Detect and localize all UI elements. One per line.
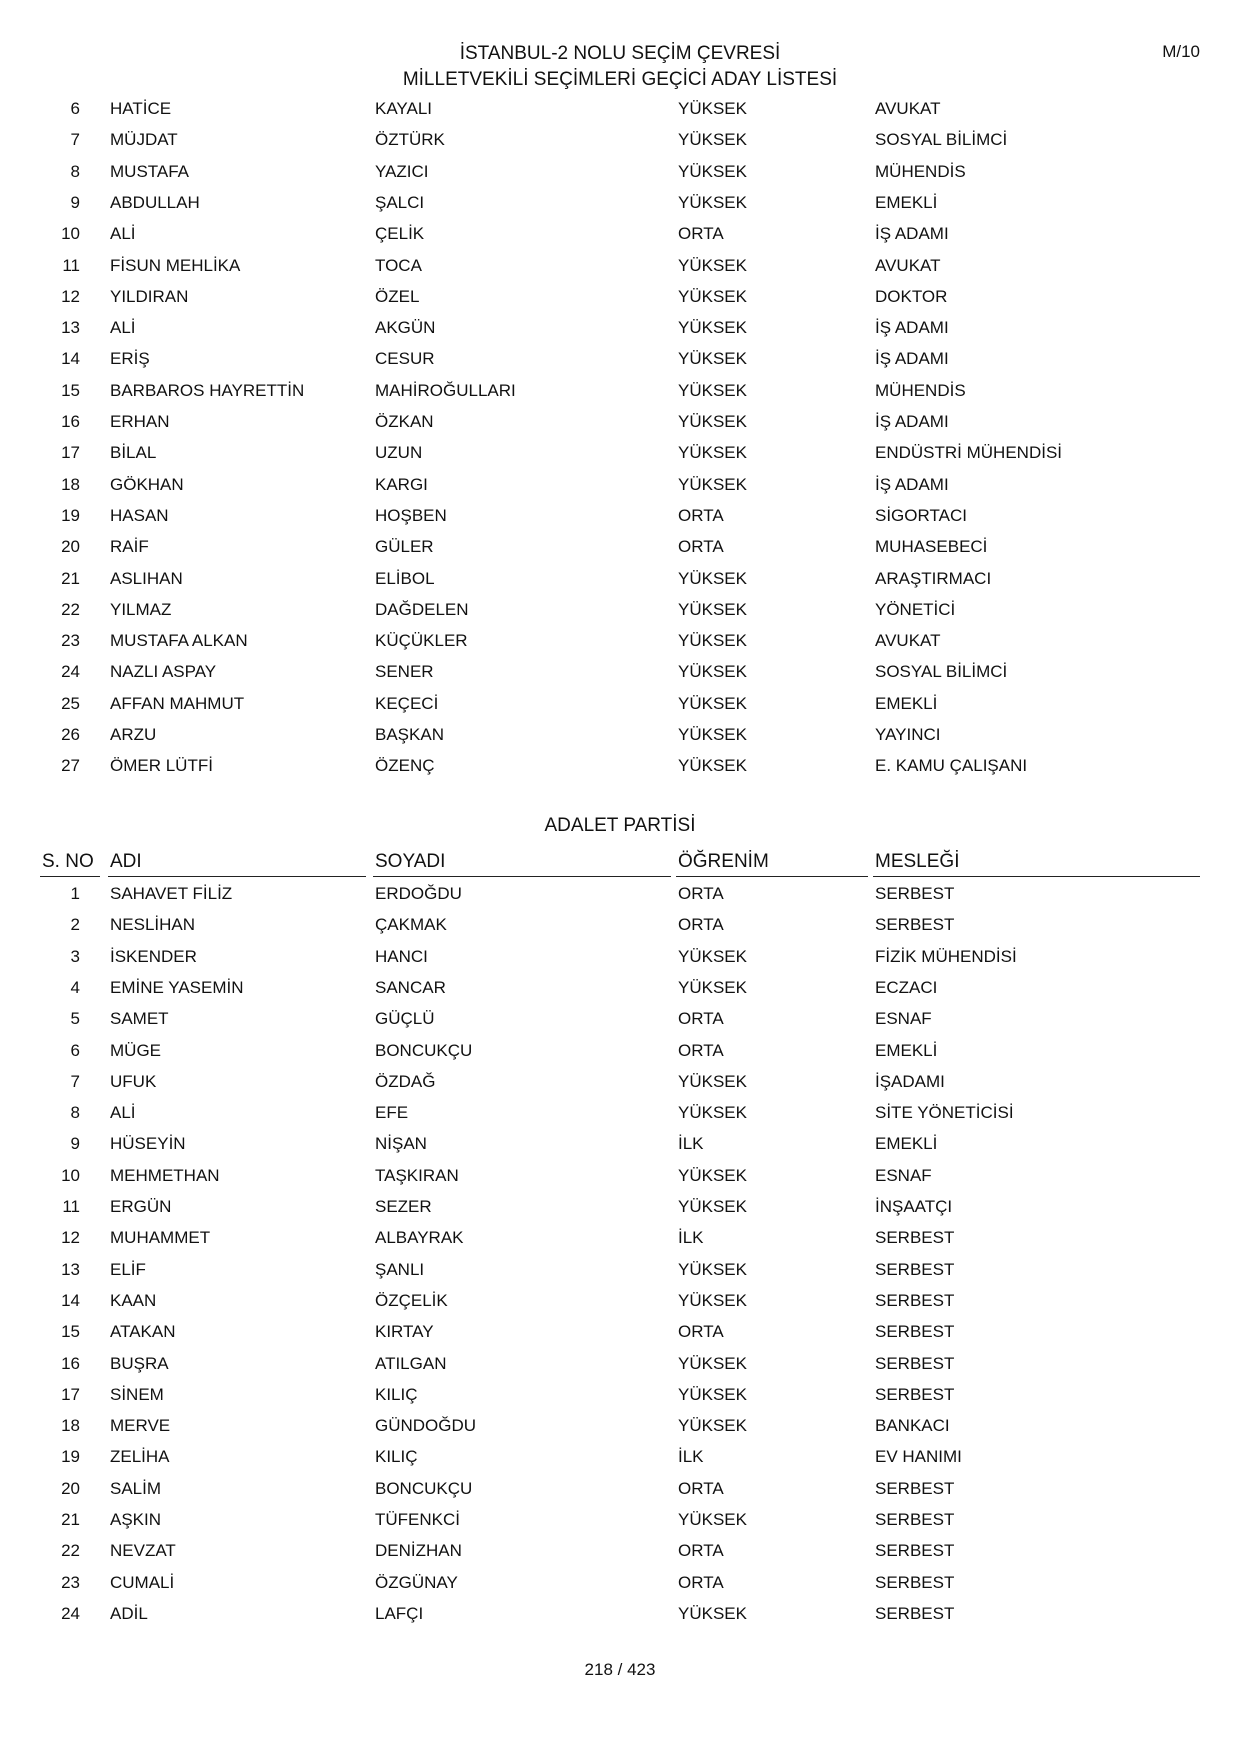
- candidate-first-name: SAMET: [110, 1009, 169, 1029]
- candidate-surname: ERDOĞDU: [375, 884, 462, 903]
- table-row: [0, 312, 1240, 343]
- profession: SERBEST: [875, 915, 955, 935]
- education-level: YÜKSEK: [678, 1416, 747, 1436]
- candidate-first-name: AFFAN MAHMUT: [110, 693, 245, 713]
- candidate-first-name: MEHMETHAN: [110, 1165, 220, 1185]
- row-number: 6: [70, 99, 80, 118]
- profession: ARAŞTIRMACI: [875, 568, 992, 588]
- candidate-surname: KIRTAY: [375, 1322, 434, 1342]
- row-number: 14: [61, 1290, 80, 1310]
- education-level: ORTA: [678, 1541, 724, 1561]
- candidate-first-name: MERVE: [110, 1416, 171, 1436]
- candidate-surname: TAŞKIRAN: [375, 1165, 459, 1185]
- candidate-surname: ŞANLI: [375, 1259, 425, 1279]
- row-number: 9: [70, 192, 80, 212]
- education-level: ORTA: [678, 537, 724, 557]
- education-level: YÜKSEK: [678, 693, 747, 713]
- education-level: İLK: [678, 1228, 704, 1248]
- education-level: ORTA: [678, 1009, 724, 1029]
- education-level: YÜKSEK: [678, 318, 747, 338]
- candidate-surname: KARGI: [375, 474, 428, 494]
- profession: İŞADAMI: [875, 1071, 945, 1091]
- table-row: [0, 1567, 1240, 1598]
- table-row: [0, 1316, 1240, 1347]
- row-number: 15: [61, 380, 80, 400]
- profession: SİGORTACI: [875, 505, 967, 525]
- table-row: [0, 1441, 1240, 1472]
- profession: MÜHENDİS: [875, 380, 966, 400]
- profession: EV HANIMI: [875, 1447, 962, 1467]
- candidate-surname: GÜNDOĞDU: [375, 1416, 477, 1436]
- candidate-surname: KILIÇ: [375, 1447, 418, 1467]
- row-number: 12: [61, 1228, 80, 1248]
- education-level: YÜKSEK: [678, 756, 747, 776]
- education-level: YÜKSEK: [678, 99, 747, 118]
- candidate-surname: SANCAR: [375, 977, 446, 997]
- row-number: 2: [70, 915, 80, 935]
- education-level: YÜKSEK: [678, 255, 747, 275]
- candidate-surname: LAFÇI: [375, 1603, 424, 1623]
- profession: ESNAF: [875, 1009, 932, 1029]
- profession: EMEKLİ: [875, 693, 938, 713]
- table-row: [0, 124, 1240, 155]
- profession: DOKTOR: [875, 286, 948, 306]
- row-number: 11: [62, 255, 80, 275]
- candidate-surname: ŞALCI: [375, 192, 425, 212]
- table-row: [0, 563, 1240, 594]
- candidate-first-name: ATAKAN: [110, 1322, 176, 1342]
- table-row: [0, 1473, 1240, 1504]
- table-row: [0, 1222, 1240, 1253]
- profession: SERBEST: [875, 884, 955, 903]
- candidate-first-name: SAHAVET FİLİZ: [110, 884, 233, 903]
- row-number: 7: [70, 130, 80, 150]
- education-level: ORTA: [678, 1040, 724, 1060]
- candidate-first-name: ARZU: [110, 725, 157, 744]
- profession: EMEKLİ: [875, 1040, 938, 1060]
- row-number: 26: [61, 725, 80, 744]
- table-row: [0, 218, 1240, 249]
- column-underline: [676, 876, 868, 877]
- table-row: [0, 1160, 1240, 1191]
- column-underline: [108, 876, 366, 877]
- candidate-surname: AKGÜN: [375, 318, 436, 338]
- candidate-first-name: HÜSEYİN: [110, 1134, 186, 1154]
- profession: AVUKAT: [875, 99, 941, 118]
- table-row: [0, 343, 1240, 374]
- candidate-first-name: NEVZAT: [110, 1541, 176, 1561]
- candidate-surname: TOCA: [375, 255, 422, 275]
- table-row: [0, 469, 1240, 500]
- education-level: YÜKSEK: [678, 412, 747, 431]
- candidate-first-name: ERGÜN: [110, 1197, 172, 1216]
- education-level: ORTA: [678, 1322, 724, 1342]
- profession: ECZACI: [875, 977, 938, 997]
- candidate-first-name: HATİCE: [110, 99, 172, 118]
- page-title-line1: İSTANBUL-2 NOLU SEÇİM ÇEVRESİ: [459, 43, 781, 64]
- candidate-first-name: BİLAL: [110, 443, 157, 463]
- education-level: YÜKSEK: [678, 1197, 747, 1216]
- row-number: 21: [61, 568, 80, 588]
- candidate-surname: EFE: [375, 1103, 409, 1123]
- profession: SERBEST: [875, 1384, 955, 1404]
- table-row: [0, 688, 1240, 719]
- education-level: YÜKSEK: [678, 977, 747, 997]
- row-number: 20: [61, 1478, 80, 1498]
- candidate-surname: NİŞAN: [375, 1134, 427, 1154]
- education-level: YÜKSEK: [678, 1510, 747, 1529]
- row-number: 25: [61, 693, 80, 713]
- table-row: [0, 1285, 1240, 1316]
- profession: SERBEST: [875, 1478, 955, 1498]
- candidate-first-name: NESLİHAN: [110, 915, 196, 935]
- row-number: 8: [70, 1103, 80, 1123]
- candidate-first-name: MUSTAFA ALKAN: [110, 631, 248, 651]
- profession: ESNAF: [875, 1165, 932, 1185]
- column-header-surname: SOYADI: [375, 851, 446, 872]
- row-number: 17: [61, 1384, 80, 1404]
- row-number: 17: [61, 443, 80, 463]
- candidate-surname: ÇELİK: [375, 224, 425, 244]
- table-row: [0, 187, 1240, 218]
- table-row: [0, 656, 1240, 687]
- candidate-first-name: ZELİHA: [110, 1447, 170, 1467]
- profession: EMEKLİ: [875, 192, 938, 212]
- education-level: YÜKSEK: [678, 568, 747, 588]
- table-row: [0, 1191, 1240, 1222]
- profession: SERBEST: [875, 1572, 955, 1592]
- row-number: 21: [61, 1510, 80, 1529]
- row-number: 16: [61, 412, 80, 431]
- table-row: [0, 878, 1240, 909]
- table-row: [0, 719, 1240, 750]
- education-level: YÜKSEK: [678, 1353, 747, 1373]
- profession: SOSYAL BİLİMCİ: [875, 662, 1008, 682]
- table-row: [0, 531, 1240, 562]
- table-row: [0, 1535, 1240, 1566]
- table-row: [0, 1348, 1240, 1379]
- page-title-line2: MİLLETVEKİLİ SEÇİMLERİ GEÇİCİ ADAY LİSTESİ: [402, 69, 838, 90]
- education-level: YÜKSEK: [678, 1165, 747, 1185]
- row-number: 16: [61, 1353, 80, 1373]
- table-row: [0, 625, 1240, 656]
- candidate-first-name: ADİL: [110, 1603, 148, 1623]
- education-level: YÜKSEK: [678, 130, 747, 150]
- candidate-surname: HOŞBEN: [375, 505, 447, 525]
- education-level: İLK: [678, 1134, 704, 1154]
- candidate-surname: ÖZGÜNAY: [375, 1572, 458, 1592]
- candidate-first-name: BARBAROS HAYRETTİN: [110, 380, 305, 400]
- table-row: [0, 1598, 1240, 1629]
- row-number: 12: [61, 286, 80, 306]
- row-number: 11: [62, 1197, 80, 1216]
- candidate-first-name: MUSTAFA: [110, 161, 190, 181]
- row-number: 13: [61, 318, 80, 338]
- candidate-first-name: ALİ: [110, 1103, 136, 1123]
- education-level: YÜKSEK: [678, 443, 747, 463]
- party-name: ADALET PARTİSİ: [544, 815, 696, 836]
- row-number: 24: [61, 1603, 80, 1623]
- row-number: 23: [61, 1572, 80, 1592]
- column-underline: [873, 876, 1200, 877]
- table-row: [0, 972, 1240, 1003]
- candidate-first-name: SALİM: [110, 1478, 162, 1498]
- education-level: YÜKSEK: [678, 1259, 747, 1279]
- candidate-first-name: BUŞRA: [110, 1353, 169, 1373]
- candidate-surname: TÜFENKCİ: [375, 1510, 460, 1529]
- row-number: 10: [61, 224, 80, 244]
- profession: E. KAMU ÇALIŞANI: [875, 756, 1028, 776]
- candidate-first-name: ELİF: [110, 1259, 146, 1279]
- table-row: [0, 281, 1240, 312]
- column-header-education: ÖĞRENİM: [678, 851, 769, 872]
- profession: SERBEST: [875, 1322, 955, 1342]
- row-number: 22: [61, 1541, 80, 1561]
- candidate-surname: ÖZKAN: [375, 412, 434, 431]
- profession: MUHASEBECİ: [875, 537, 988, 557]
- candidate-surname: SEZER: [375, 1197, 432, 1216]
- profession: AVUKAT: [875, 631, 941, 651]
- candidate-first-name: MÜJDAT: [110, 130, 178, 150]
- row-number: 24: [61, 662, 80, 682]
- candidate-first-name: EMİNE YASEMİN: [110, 977, 244, 997]
- candidate-surname: GÜÇLÜ: [375, 1009, 435, 1029]
- candidate-surname: KEÇECİ: [375, 693, 439, 713]
- profession: İŞ ADAMI: [875, 474, 949, 494]
- profession: İŞ ADAMI: [875, 224, 949, 244]
- candidate-surname: DAĞDELEN: [375, 599, 469, 619]
- candidate-first-name: ALİ: [110, 224, 136, 244]
- profession: YÖNETİCİ: [875, 599, 956, 619]
- table-row: [0, 594, 1240, 625]
- page-code: M/10: [1162, 42, 1200, 61]
- row-number: 4: [70, 977, 80, 997]
- candidate-first-name: UFUK: [110, 1071, 157, 1091]
- row-number: 23: [61, 631, 80, 651]
- table-row: [0, 1410, 1240, 1441]
- candidate-first-name: MÜGE: [110, 1040, 161, 1060]
- candidate-surname: ÖZTÜRK: [375, 130, 445, 150]
- table-row: [0, 437, 1240, 468]
- education-level: YÜKSEK: [678, 161, 747, 181]
- row-number: 15: [61, 1322, 80, 1342]
- profession: SERBEST: [875, 1510, 955, 1529]
- education-level: YÜKSEK: [678, 1290, 747, 1310]
- table-row: [0, 750, 1240, 781]
- education-level: ORTA: [678, 884, 724, 903]
- table-row: [0, 93, 1240, 124]
- table-row: [0, 375, 1240, 406]
- candidate-surname: GÜLER: [375, 537, 434, 557]
- candidate-first-name: KAAN: [110, 1290, 157, 1310]
- profession: FİZİK MÜHENDİSİ: [875, 946, 1017, 966]
- candidate-first-name: İSKENDER: [110, 946, 197, 966]
- education-level: ORTA: [678, 224, 724, 244]
- table-row: [0, 1504, 1240, 1535]
- row-number: 8: [70, 161, 80, 181]
- candidate-surname: UZUN: [375, 443, 423, 463]
- education-level: YÜKSEK: [678, 631, 747, 651]
- row-number: 18: [61, 1416, 80, 1436]
- candidate-first-name: FİSUN MEHLİKA: [110, 255, 241, 275]
- profession: BANKACI: [875, 1416, 950, 1436]
- table-row: [0, 1066, 1240, 1097]
- table-row: [0, 156, 1240, 187]
- table-row: [0, 941, 1240, 972]
- candidate-first-name: HASAN: [110, 505, 169, 525]
- table-row: [0, 406, 1240, 437]
- row-number: 9: [70, 1134, 80, 1154]
- education-level: YÜKSEK: [678, 286, 747, 306]
- candidate-first-name: CUMALİ: [110, 1572, 175, 1592]
- education-level: YÜKSEK: [678, 725, 747, 744]
- row-number: 7: [70, 1071, 80, 1091]
- profession: MÜHENDİS: [875, 161, 966, 181]
- education-level: YÜKSEK: [678, 1603, 747, 1623]
- table-row: [0, 1128, 1240, 1159]
- candidate-surname: CESUR: [375, 349, 435, 369]
- candidate-surname: KAYALI: [375, 99, 433, 118]
- candidate-surname: ALBAYRAK: [375, 1228, 464, 1248]
- education-level: YÜKSEK: [678, 1103, 747, 1123]
- table-row: [0, 1035, 1240, 1066]
- candidate-first-name: YILDIRAN: [110, 286, 189, 306]
- column-header-name: ADI: [110, 851, 142, 872]
- education-level: YÜKSEK: [678, 474, 747, 494]
- profession: ENDÜSTRİ MÜHENDİSİ: [875, 443, 1063, 463]
- candidate-surname: DENİZHAN: [375, 1541, 462, 1561]
- candidate-surname: ÖZDAĞ: [375, 1071, 436, 1091]
- candidate-surname: ELİBOL: [375, 568, 435, 588]
- candidate-surname: BAŞKAN: [375, 725, 444, 744]
- profession: SERBEST: [875, 1353, 955, 1373]
- profession: SERBEST: [875, 1290, 955, 1310]
- row-number: 19: [61, 1447, 80, 1467]
- candidate-first-name: RAİF: [110, 537, 149, 557]
- profession: İŞ ADAMI: [875, 412, 949, 431]
- candidate-surname: SENER: [375, 662, 434, 682]
- row-number: 5: [70, 1009, 80, 1029]
- profession: SİTE YÖNETİCİSİ: [875, 1103, 1014, 1123]
- column-header-no: S. NO: [42, 851, 94, 872]
- row-number: 10: [61, 1165, 80, 1185]
- row-number: 18: [61, 474, 80, 494]
- profession: SERBEST: [875, 1259, 955, 1279]
- candidate-surname: ÇAKMAK: [375, 915, 447, 935]
- candidate-surname: BONCUKÇU: [375, 1478, 473, 1498]
- profession: YAYINCI: [875, 725, 941, 744]
- candidate-first-name: AŞKIN: [110, 1510, 162, 1529]
- education-level: YÜKSEK: [678, 1071, 747, 1091]
- education-level: YÜKSEK: [678, 1384, 747, 1404]
- candidate-surname: KÜÇÜKLER: [375, 631, 468, 651]
- candidate-first-name: ASLIHAN: [110, 568, 183, 588]
- candidate-first-name: GÖKHAN: [110, 474, 184, 494]
- profession: İŞ ADAMI: [875, 349, 949, 369]
- table-row: [0, 1097, 1240, 1128]
- table-row: [0, 250, 1240, 281]
- profession: SERBEST: [875, 1603, 955, 1623]
- candidate-first-name: SİNEM: [110, 1384, 164, 1404]
- profession: SERBEST: [875, 1228, 955, 1248]
- table-row: [0, 1254, 1240, 1285]
- education-level: YÜKSEK: [678, 599, 747, 619]
- profession: SERBEST: [875, 1541, 955, 1561]
- profession: İŞ ADAMI: [875, 318, 949, 338]
- candidate-first-name: ÖMER LÜTFİ: [110, 756, 213, 776]
- education-level: ORTA: [678, 1572, 724, 1592]
- education-level: YÜKSEK: [678, 946, 747, 966]
- table-row: [0, 500, 1240, 531]
- profession: EMEKLİ: [875, 1134, 938, 1154]
- candidate-first-name: YILMAZ: [110, 599, 172, 619]
- candidate-surname: ÖZEL: [375, 286, 420, 306]
- row-number: 6: [70, 1040, 80, 1060]
- education-level: YÜKSEK: [678, 380, 747, 400]
- candidate-surname: BONCUKÇU: [375, 1040, 473, 1060]
- candidate-surname: YAZICI: [375, 161, 429, 181]
- education-level: ORTA: [678, 505, 724, 525]
- row-number: 3: [70, 946, 80, 966]
- education-level: ORTA: [678, 915, 724, 935]
- page-number: 218 / 423: [584, 1660, 656, 1679]
- candidate-surname: HANCI: [375, 946, 428, 966]
- candidate-surname: ÖZENÇ: [375, 756, 435, 776]
- column-header-profession: MESLEĞİ: [875, 851, 960, 872]
- candidate-first-name: ERHAN: [110, 412, 170, 431]
- candidate-surname: ÖZÇELİK: [375, 1290, 448, 1310]
- profession: AVUKAT: [875, 255, 941, 275]
- row-number: 19: [61, 505, 80, 525]
- education-level: İLK: [678, 1447, 704, 1467]
- column-underline: [373, 876, 671, 877]
- education-level: YÜKSEK: [678, 192, 747, 212]
- candidate-surname: ATILGAN: [375, 1353, 447, 1373]
- candidate-surname: MAHİROĞULLARI: [375, 380, 516, 400]
- row-number: 14: [61, 349, 80, 369]
- candidate-first-name: ABDULLAH: [110, 192, 200, 212]
- candidate-first-name: MUHAMMET: [110, 1228, 211, 1248]
- table-row: [0, 1003, 1240, 1034]
- candidate-surname: KILIÇ: [375, 1384, 418, 1404]
- row-number: 13: [61, 1259, 80, 1279]
- education-level: ORTA: [678, 1478, 724, 1498]
- row-number: 27: [61, 756, 80, 776]
- column-underline: [40, 876, 100, 877]
- profession: SOSYAL BİLİMCİ: [875, 130, 1008, 150]
- candidate-first-name: ERİŞ: [110, 349, 150, 369]
- row-number: 22: [61, 599, 80, 619]
- table-row: [0, 1379, 1240, 1410]
- row-number: 20: [61, 537, 80, 557]
- candidate-first-name: NAZLI ASPAY: [110, 662, 217, 682]
- row-number: 1: [70, 884, 80, 903]
- education-level: YÜKSEK: [678, 349, 747, 369]
- profession: İNŞAATÇI: [875, 1197, 953, 1216]
- education-level: YÜKSEK: [678, 662, 747, 682]
- table-row: [0, 909, 1240, 940]
- candidate-first-name: ALİ: [110, 318, 136, 338]
